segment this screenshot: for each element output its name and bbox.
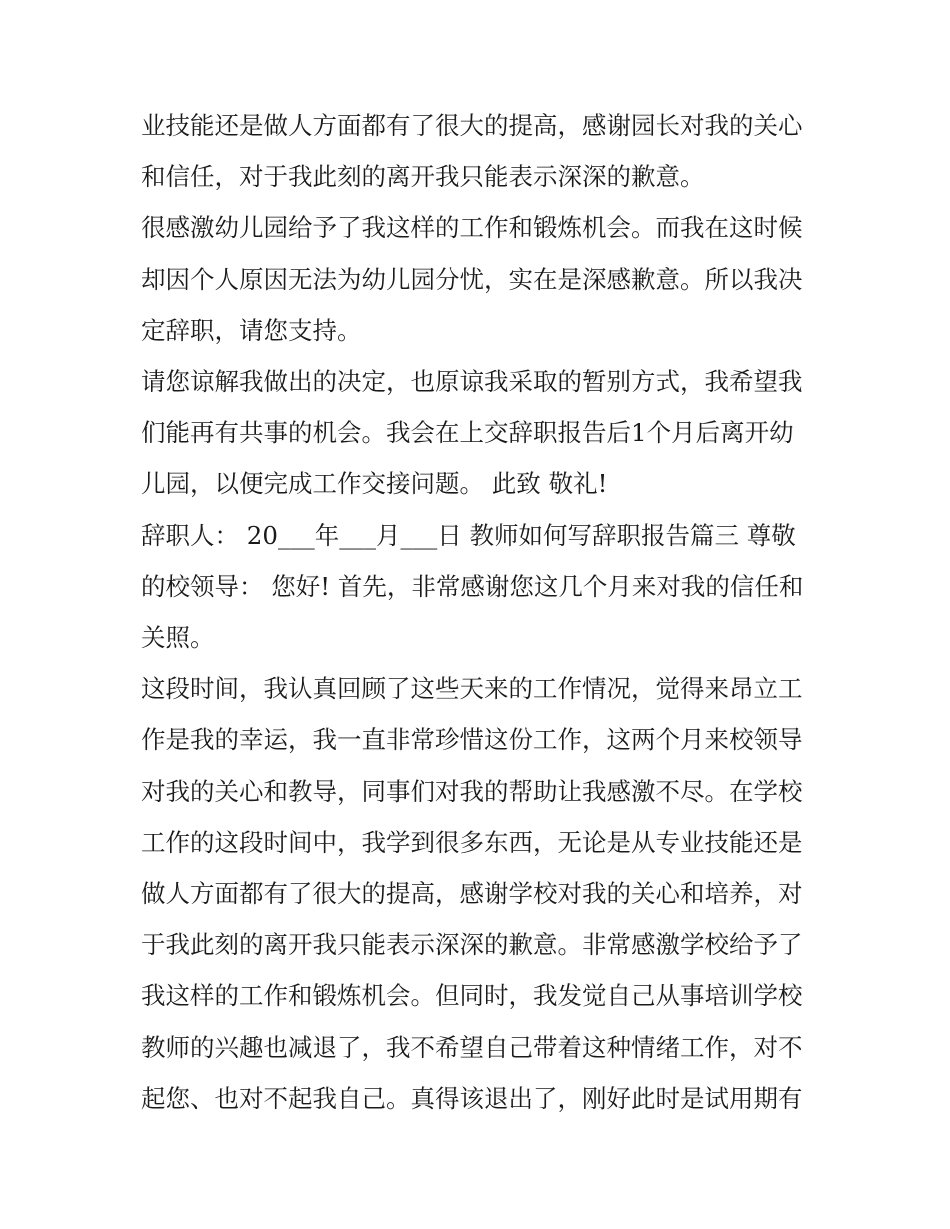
text-line: 于我此刻的离开我只能表示深深的歉意。非常感激学校给予了 xyxy=(141,930,803,960)
text-line: 教师的兴趣也减退了，我不希望自己带着这种情绪工作，对不 xyxy=(141,1032,803,1062)
text-line: 起您、也对不起我自己。真得该退出了，刚好此时是试用期有 xyxy=(141,1083,803,1113)
paragraph-1 xyxy=(141,100,821,202)
text-line: 辞职人： 20___年___月___日 教师如何写辞职报告篇三 尊敬 xyxy=(141,520,796,550)
text-line: 们能再有共事的机会。我会在上交辞职报告后1个月后离开幼 xyxy=(141,418,794,448)
text-line: 很感激幼儿园给予了我这样的工作和锻炼机会。而我在这时候 xyxy=(141,213,803,243)
paragraph-5 xyxy=(141,663,821,1124)
paragraph-3 xyxy=(141,356,821,510)
text-line: 的校领导： 您好! 首先，非常感谢您这几个月来对我的信任和 xyxy=(141,571,804,601)
text-line: 儿园，以便完成工作交接问题。 此致 敬礼! xyxy=(141,469,608,499)
text-line: 这段时间，我认真回顾了这些天来的工作情况，觉得来昂立工 xyxy=(141,674,803,704)
document-body xyxy=(141,100,821,1124)
paragraph-4 xyxy=(141,510,821,664)
text-line: 请您谅解我做出的决定，也原谅我采取的暂别方式，我希望我 xyxy=(141,367,803,397)
text-line: 对我的关心和教导，同事们对我的帮助让我感激不尽。在学校 xyxy=(141,776,803,806)
text-line: 作是我的幸运，我一直非常珍惜这份工作，这两个月来校领导 xyxy=(141,725,803,755)
text-line: 定辞职，请您支持。 xyxy=(141,315,362,345)
text-line: 我这样的工作和锻炼机会。但同时，我发觉自己从事培训学校 xyxy=(141,981,803,1011)
text-line: 却因个人原因无法为幼儿园分忧，实在是深感歉意。所以我决 xyxy=(141,264,803,294)
text-line: 业技能还是做人方面都有了很大的提高，感谢园长对我的关心 xyxy=(141,111,803,140)
text-line: 和信任，对于我此刻的离开我只能表示深深的歉意。 xyxy=(141,162,705,192)
paragraph-2 xyxy=(141,202,821,356)
text-line: 关照。 xyxy=(141,623,215,653)
text-line: 工作的这段时间中，我学到很多东西，无论是从专业技能还是 xyxy=(141,827,803,857)
text-line: 做人方面都有了很大的提高，感谢学校对我的关心和培养，对 xyxy=(141,879,803,909)
